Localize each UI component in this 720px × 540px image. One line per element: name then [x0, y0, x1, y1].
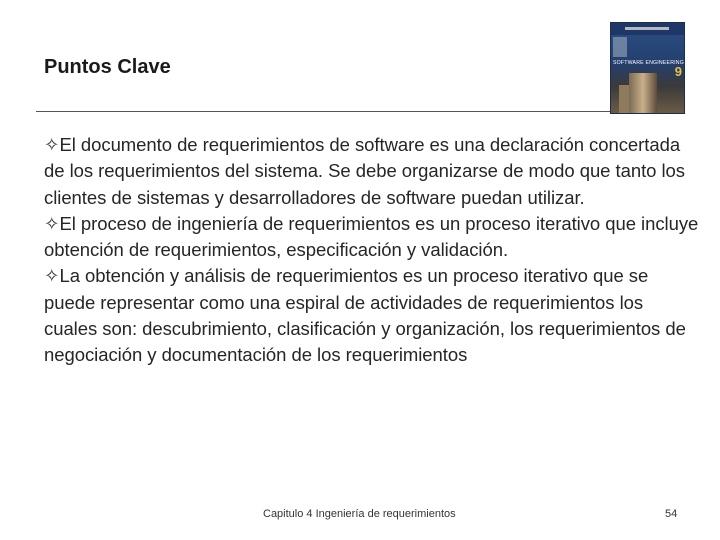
- cover-figure: [613, 37, 627, 57]
- cover-edition: 9: [674, 64, 682, 79]
- book-cover-image: [610, 22, 685, 114]
- key-points-body: [44, 132, 700, 369]
- slide-title: Puntos Clave: [44, 56, 171, 78]
- key-point-1: [44, 132, 700, 211]
- cover-building: [629, 73, 657, 113]
- star-bullet-icon: ✧: [44, 212, 60, 234]
- key-point-2: [44, 211, 700, 264]
- footer-chapter: Capitulo 4 Ingeniería de requerimientos: [263, 508, 456, 520]
- cover-author-strip: [625, 27, 669, 30]
- title-divider: [36, 111, 654, 112]
- star-bullet-icon: ✧: [44, 265, 60, 287]
- key-point-2-text: El proceso de ingeniería de requerimientos es un proceso iterativo que incluye obtención de requerimientos, especificación y validación.: [44, 212, 699, 261]
- footer-page-number: 54: [665, 508, 678, 520]
- key-point-3: [44, 263, 700, 368]
- star-bullet-icon: ✧: [44, 134, 60, 155]
- key-point-1-text: El documento de requerimientos de software es una declaración concertada de los requerimientos del sistema. Se debe organizarse de modo que tanto los clientes de sistemas y desarrolladores de software puedan utilizar.: [44, 134, 685, 208]
- cover-title: SOFTWARE ENGINEERING: [613, 60, 684, 66]
- key-point-3-text: La obtención y análisis de requerimientos es un proceso iterativo que se puede representar como una espiral de actividades de requerimientos los cuales son: descubrimiento, clasificación y organización, los requerimientos de negociación y documentación de los requerimientos: [44, 265, 686, 366]
